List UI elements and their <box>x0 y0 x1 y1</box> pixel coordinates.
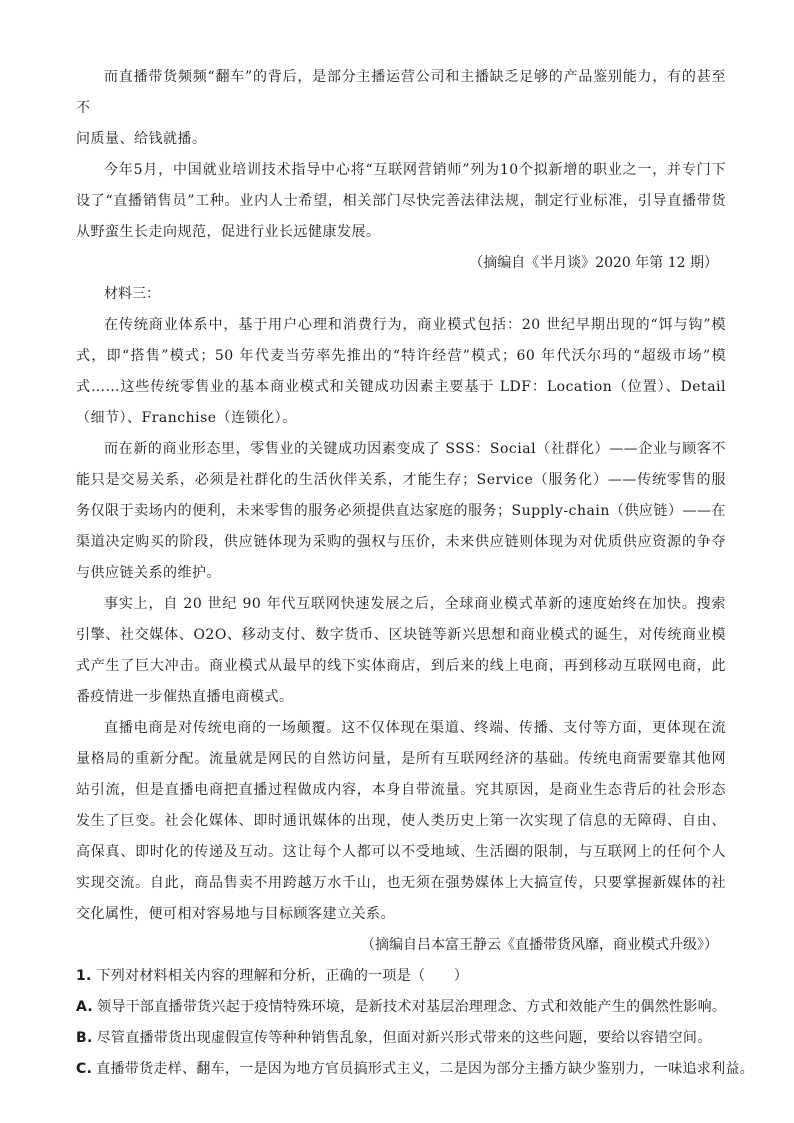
option-b-text: 尽管直播带货出现虚假宣传等种种销售乱象，但面对新兴形式带来的这些问题，要给以容错空间。 <box>96 1030 712 1046</box>
option-b <box>76 1023 726 1054</box>
paragraph-3: 在传统商业体系中，基于用户心理和消费行为，商业模式包括：20 世纪早期出现的“饵与钩”模式，即“搭售”模式；50 年代麦当劳率先推出的“特许经营”模式；60 年代沃尔玛的“超级市场”模式……这些传统零售业的基本商业模式和关键成功因素主要基于 LDF：Location（位置）、Detail（细节）、Franchise（连锁化）。 <box>76 317 726 426</box>
material-three-label: 材料三： <box>104 286 160 302</box>
paragraph-5: 事实上，自 20 世纪 90 年代互联网快速发展之后，全球商业模式革新的速度始终在加快。搜索引擎、社交媒体、O2O、移动支付、数字货币、区块链等新兴思想和商业模式的诞生，对传统商业模式产生了巨大冲击。商业模式从最早的线下实体商店，到后来的线上电商，再到移动互联网电商，此番疫情进一步催热直播电商模式。 <box>76 596 726 705</box>
paragraph-1-line-1: 而直播带货频频“翻车”的背后，是部分主播运营公司和主播缺乏足够的产品鉴别能力，有的甚至不 <box>76 69 726 116</box>
paragraph-2: 今年5月，中国就业培训技术指导中心将“互联网营销师”列为10个拟新增的职业之一，并专门下设了“直播销售员”工种。业内人士希望，相关部门尽快完善法律法规，制定行业标准，引导直播带货从野蛮生长走向规范，促进行业长远健康发展。 <box>76 162 726 240</box>
option-a <box>76 992 726 1023</box>
question-stem: 下列对材料相关内容的理解和分析，正确的一项是（ ） <box>96 968 469 984</box>
paragraph-1-line-2: 问质量、给钱就播。 <box>76 131 207 147</box>
option-c-letter: C. <box>76 1061 93 1077</box>
option-c-text: 直播带货走样、翻车，一是因为地方官员搞形式主义，二是因为部分主播方缺少鉴别力，一味追求利益。 <box>96 1061 754 1077</box>
paragraph-1 <box>76 62 726 155</box>
option-a-letter: A. <box>76 999 94 1015</box>
question-1 <box>76 961 726 992</box>
option-b-letter: B. <box>76 1030 93 1046</box>
source-citation-2: （摘编自吕本富王静云《直播带货风靡，商业模式升级》） <box>361 937 718 953</box>
option-a-text: 领导干部直播带货兴起于疫情特殊环境，是新技术对基层治理理念、方式和效能产生的偶然性影响。 <box>97 999 727 1015</box>
document-page <box>76 62 754 1085</box>
option-c <box>76 1054 754 1085</box>
source-citation-1: （摘编自《半月谈》2020 年第 12 期） <box>469 255 718 271</box>
paragraph-6: 直播电商是对传统电商的一场颠覆。这不仅体现在渠道、终端、传播、支付等方面，更体现在流量格局的重新分配。流量就是网民的自然访问量，是所有互联网经济的基础。传统电商需要靠其他网站引流，但是直播电商把直播过程做成内容，本身自带流量。究其原因，是商业生态背后的社会形态发生了巨变。社会化媒体、即时通讯媒体的出现，使人类历史上第一次实现了信息的无障碍、自由、高保真、即时化的传递及互动。这让每个人都可以不受地域、生活圈的限制，与互联网上的任何个人实现交流。自此，商品售卖不用跨越万水千山，也无须在强势媒体上大搞宣传，只要掌握新媒体的社交化属性，便可相对容易地与目标顾客建立关系。 <box>76 720 726 922</box>
paragraph-4: 而在新的商业形态里，零售业的关键成功因素变成了 SSS：Social（社群化）——企业与顾客不能只是交易关系，必须是社群化的生活伙伴关系，才能生存；Service（服务化）——传统零售的服务仅限于卖场内的便利，未来零售的服务必须提供直达家庭的服务；Supply-chain（供应链）——在渠道决定购买的阶段，供应链体现为采购的强权与压价，未来供应链则体现为对优质供应资源的争夺与供应链关系的维护。 <box>76 441 726 581</box>
question-number: 1. <box>76 968 92 984</box>
